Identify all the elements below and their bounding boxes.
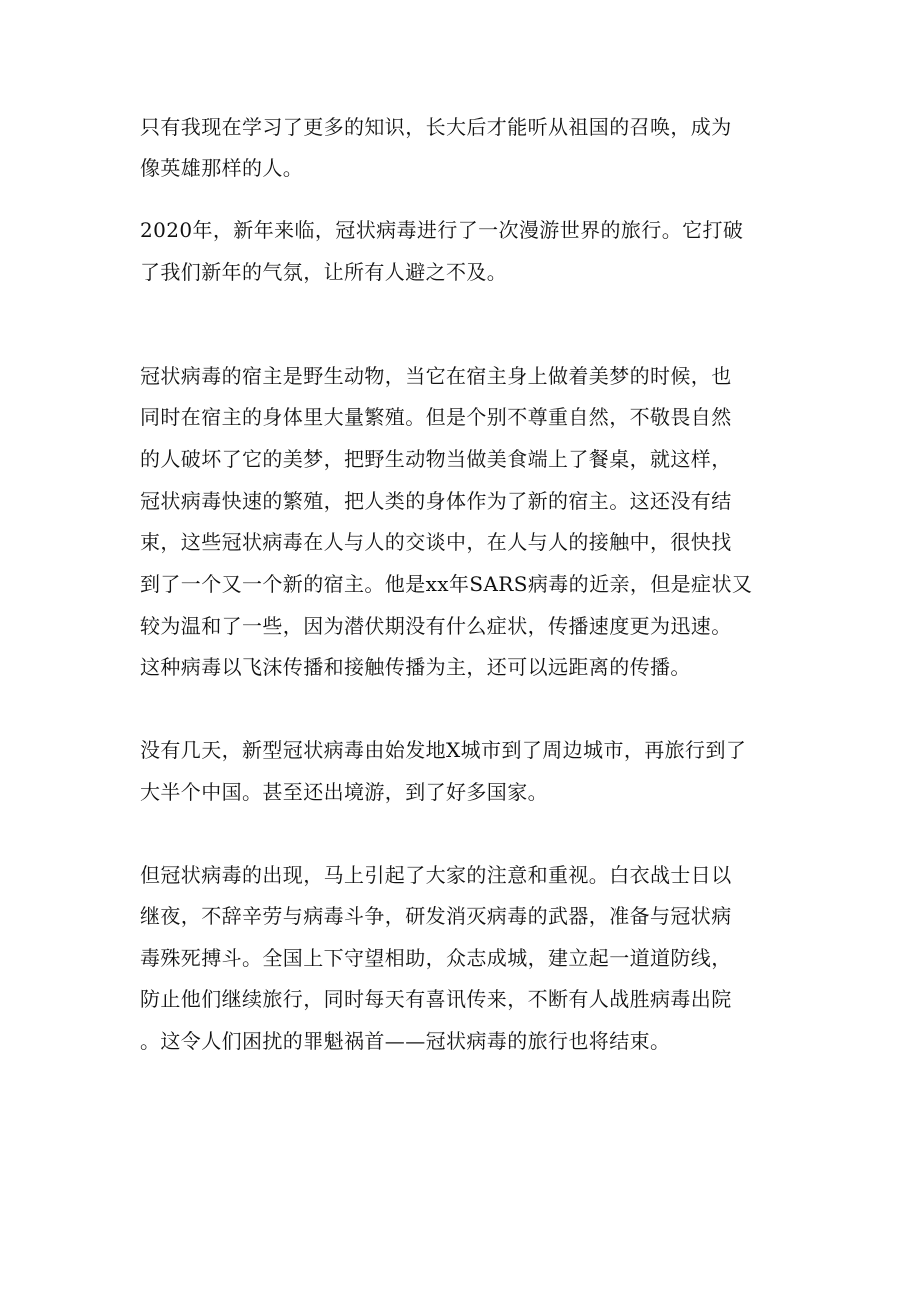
- text-line: 到了一个又一个新的宿主。他是xx年SARS病毒的近亲，但是症状又: [140, 572, 753, 596]
- text-line: 只有我现在学习了更多的知识，长大后才能听从祖国的召唤，成为: [140, 115, 732, 139]
- text-line: 束，这些冠状病毒在人与人的交谈中，在人与人的接触中，很快找: [140, 530, 732, 554]
- text-line: 的人破坏了它的美梦，把野生动物当做美食端上了餐桌，就这样，: [140, 447, 732, 471]
- text-line: 像英雄那样的人。: [140, 156, 304, 180]
- text-line: 毒殊死搏斗。全国上下守望相助，众志成城，建立起一道道防线，: [140, 946, 732, 970]
- text-line: 了我们新年的气氛，让所有人避之不及。: [140, 260, 508, 284]
- text-line: 较为温和了一些，因为潜伏期没有什么症状，传播速度更为迅速。: [140, 614, 732, 638]
- text-line: 2020年，新年来临，冠状病毒进行了一次漫游世界的旅行。它打破: [140, 218, 744, 242]
- text-line: 大半个中国。甚至还出境游，到了好多国家。: [140, 780, 548, 804]
- text-line: 防止他们继续旅行，同时每天有喜讯传来，不断有人战胜病毒出院: [140, 987, 732, 1011]
- text-line: 同时在宿主的身体里大量繁殖。但是个别不尊重自然，不敬畏自然: [140, 405, 732, 429]
- text-line: 没有几天，新型冠状病毒由始发地X城市到了周边城市，再旅行到了: [140, 738, 747, 762]
- text-line: 冠状病毒快速的繁殖，把人类的身体作为了新的宿主。这还没有结: [140, 489, 732, 513]
- text-line: 。这令人们困扰的罪魁祸首——冠状病毒的旅行也将结束。: [140, 1029, 671, 1053]
- text-line: 但冠状病毒的出现，马上引起了大家的注意和重视。白衣战士日以: [140, 863, 732, 887]
- text-line: 继夜，不辞辛劳与病毒斗争，研发消灭病毒的武器，准备与冠状病: [140, 904, 732, 928]
- text-line: 这种病毒以飞沫传播和接触传播为主，还可以远距离的传播。: [140, 655, 691, 679]
- text-line: 冠状病毒的宿主是野生动物，当它在宿主身上做着美梦的时候，也: [140, 364, 732, 388]
